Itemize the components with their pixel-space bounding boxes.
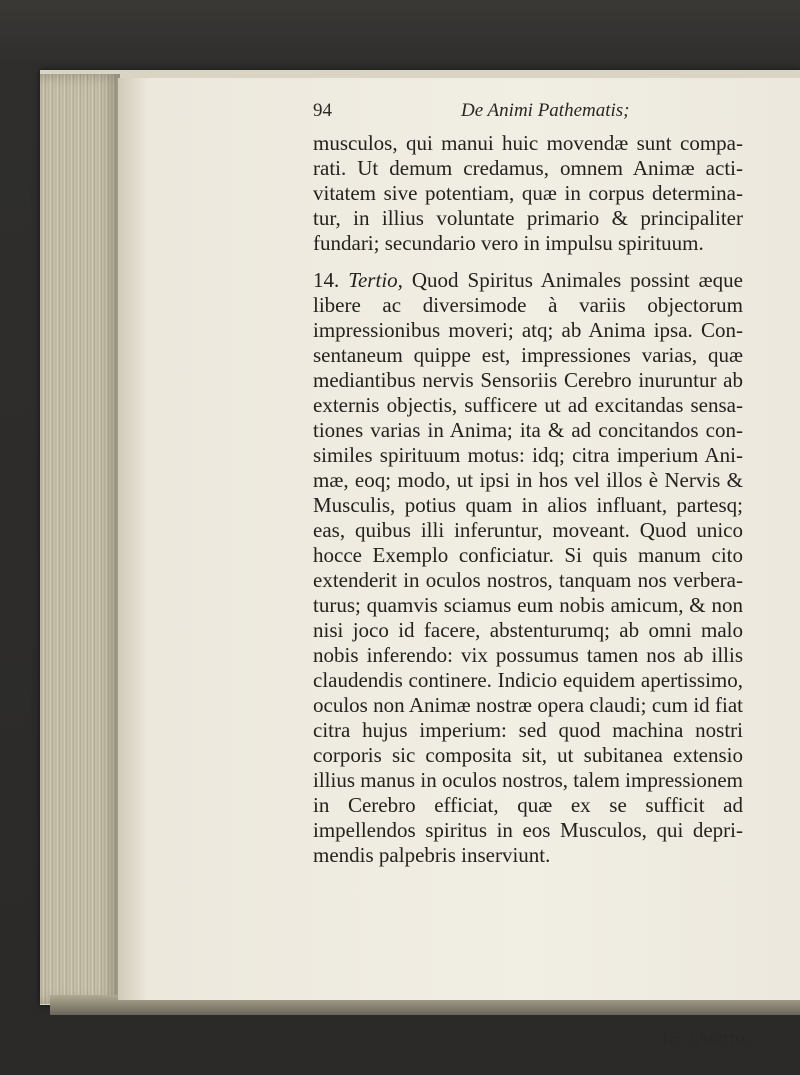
paragraph-text: musculos, qui manui huic movendæ sunt comparati. Ut demum credamus, omnem Animæ activitatem sive potentiam, quæ in corpus determinatur, in illius voluntate primario & principaliter fundari; secundario vero in impulsu spirituum. bbox=[313, 131, 743, 255]
running-title: De Animi Pathematis; bbox=[461, 100, 630, 121]
section-lead: Tertio, bbox=[348, 268, 403, 292]
paragraph-13-continuation bbox=[313, 131, 743, 256]
body-text bbox=[313, 131, 743, 868]
catchword bbox=[660, 1028, 749, 1050]
catchword-word: Quarto, bbox=[689, 1028, 750, 1049]
paragraph-text: Quod Spiritus Animales possint æque libere ac diversimode à variis objectorum impressionibus moveri; atq; ab Anima ipsa. Consentaneum quippe est, impressiones varias, quæ mediantibus nervis Sensoriis Cerebro inuruntur ab externis objectis, sufficere ut ad excitandas sensationes varias in Anima; ita & ad concitandos consimiles spirituum motus: idq; citra imperium Animæ, eoq; modo, ut ipsi in hos vel illos è Nervis & Musculis, potius quam in alios influant, partesq; eas, quibus illi inferuntur, moveant. Quod unico hocce Exemplo conficiatur. Si quis manum cito extenderit in oculos nostros, tanquam nos verberaturus; quamvis sciamus eum nobis amicum, & non nisi joco id facere, abstenturumq; ab omni malo nobis inferendo: vix possumus tamen nos ab illis claudendis continere. Indicio equidem apertissimo, oculos non Animæ nostræ opera claudi; cum id fiat citra hujus imperium: sed quod machina nostri corporis sic composita sit, ut subitanea extensio illius manus in oculos nostros, talem impressionem in Cerebro efficiat, quæ ex se sufficit ad impellendos spiritus in eos Musculos, qui deprimendis palpebris inserviunt. bbox=[313, 268, 743, 867]
catchword-number: 15. bbox=[660, 1028, 684, 1049]
section-number: 14. bbox=[313, 268, 340, 292]
running-head bbox=[313, 100, 743, 128]
page-number: 94 bbox=[313, 100, 332, 121]
paragraph-14 bbox=[313, 268, 743, 868]
page-gutter bbox=[40, 74, 120, 1004]
